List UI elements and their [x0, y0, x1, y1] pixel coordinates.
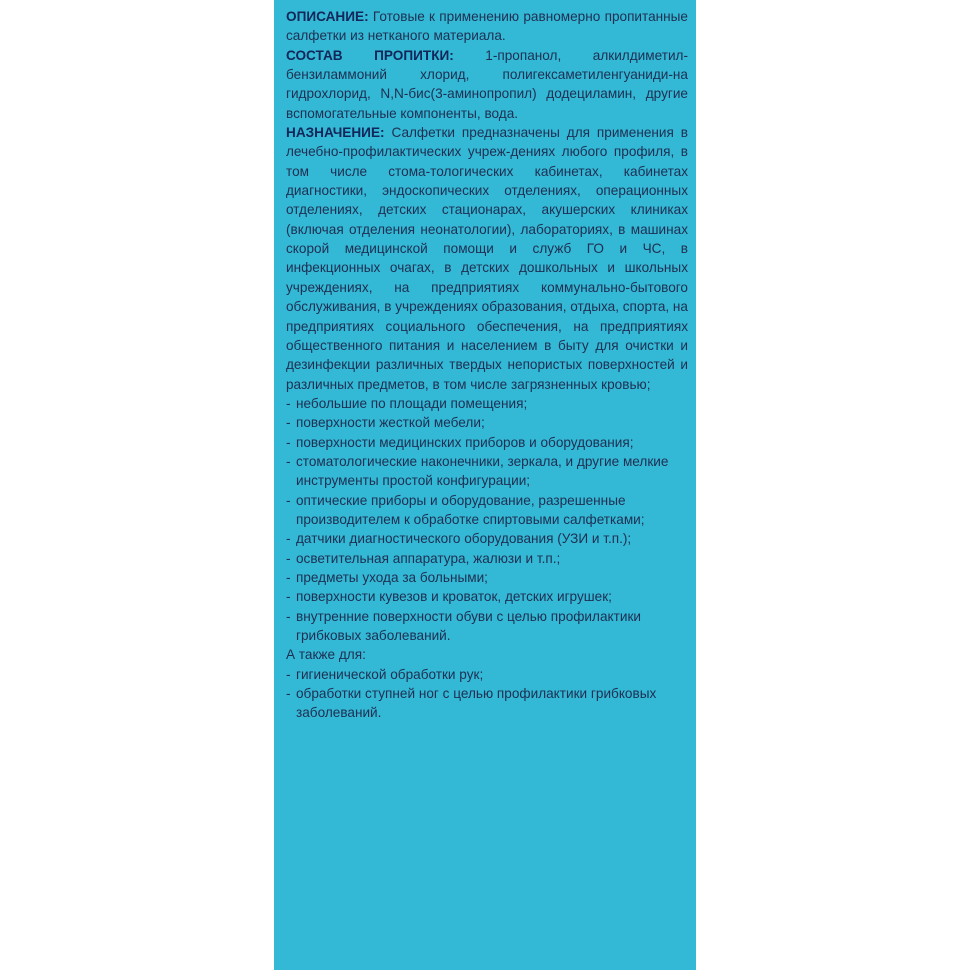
- list-item: [286, 394, 688, 413]
- composition-heading: СОСТАВ ПРОПИТКИ:: [286, 47, 454, 63]
- list-item: [286, 587, 688, 606]
- list-dash: -: [286, 395, 291, 411]
- list-dash: -: [286, 531, 291, 547]
- list-item: [286, 452, 688, 491]
- list-item-text: поверхности кувезов и кроваток, детских игрушек;: [296, 589, 612, 605]
- list-item: [286, 413, 688, 432]
- also-label: А также для:: [286, 647, 366, 663]
- list-item: [286, 568, 688, 587]
- label-panel: [274, 0, 696, 970]
- composition-text: 1-пропанол, алкилдиметил-бензиламмоний хлорид, полигексаметиленгуаниди-на гидрохлорид, N,N-бис(3-аминопропил) додециламин, другие вспомогательные компоненты, вода.: [286, 47, 688, 121]
- list-dash: -: [286, 666, 291, 682]
- list-item: [286, 529, 688, 548]
- list-dash: -: [286, 608, 291, 624]
- list-item: [286, 549, 688, 568]
- list-item-text: внутренние поверхности обуви с целью профилактики грибковых заболеваний.: [296, 608, 641, 643]
- list-item-text: предметы ухода за больными;: [296, 569, 488, 585]
- list-item: [286, 433, 688, 452]
- list-item-text: поверхности медицинских приборов и оборудования;: [296, 434, 634, 450]
- list-item: [286, 491, 688, 530]
- list-dash: -: [286, 569, 291, 585]
- list-item-text: гигиенической обработки рук;: [296, 666, 484, 682]
- list-item-text: датчики диагностического оборудования (УЗИ и т.п.);: [296, 531, 632, 547]
- list-item-text: осветительная аппаратура, жалюзи и т.п.;: [296, 550, 561, 566]
- description-heading: ОПИСАНИЕ:: [286, 9, 369, 24]
- also-list: [286, 665, 688, 723]
- list-item-text: обработки ступней ног с целью профилактики грибковых заболеваний.: [296, 686, 657, 721]
- list-item-text: стоматологические наконечники, зеркала, и другие мелкие инструменты простой конфигурации;: [296, 453, 669, 489]
- list-dash: -: [286, 589, 291, 605]
- purpose-paragraph: [286, 123, 688, 394]
- list-item: [286, 684, 688, 723]
- list-dash: -: [286, 686, 291, 702]
- list-item-text: небольшие по площади помещения;: [296, 395, 528, 411]
- list-dash: -: [286, 434, 291, 450]
- list-item: [286, 665, 688, 684]
- list-dash: -: [286, 492, 291, 508]
- description-text: Готовые к применению равномерно пропитанные салфетки из нетканого материала.: [286, 9, 688, 44]
- list-dash: -: [286, 453, 291, 469]
- list-item-text: поверхности жесткой мебели;: [296, 415, 485, 431]
- composition-paragraph: [286, 46, 688, 123]
- list-item-text: оптические приборы и оборудование, разрешенные производителем к обработке спиртовыми салфетками;: [296, 492, 645, 527]
- description-paragraph: [286, 7, 688, 46]
- list-item: [286, 607, 688, 646]
- surfaces-list: [286, 394, 688, 645]
- purpose-heading: НАЗНАЧЕНИЕ:: [286, 125, 385, 141]
- list-dash: -: [286, 415, 291, 431]
- list-dash: -: [286, 550, 291, 566]
- purpose-text: Салфетки предназначены для применения в лечебно-профилактических учреж-дениях любого профиля, в том числе стома-тологических кабинетах, кабинетах диагностики, эндоскопических отделениях, операционных отделениях, детских стационарах, акушерских клиниках (включая отделения неонатологии), лабораториях, в машинах скорой медицинской помощи и служб ГО и ЧС, в инфекционных очагах, в детских дошкольных и школьных учреждениях, на предприятиях коммунально-бытового обслуживания, в учреждениях образования, отдыха, спорта, на предприятиях социального обеспечения, на предприятиях общественного питания и населением в быту для очистки и дезинфекции различных твердых непористых поверхностей и различных предметов, в том числе загрязненных кровью;: [286, 125, 688, 392]
